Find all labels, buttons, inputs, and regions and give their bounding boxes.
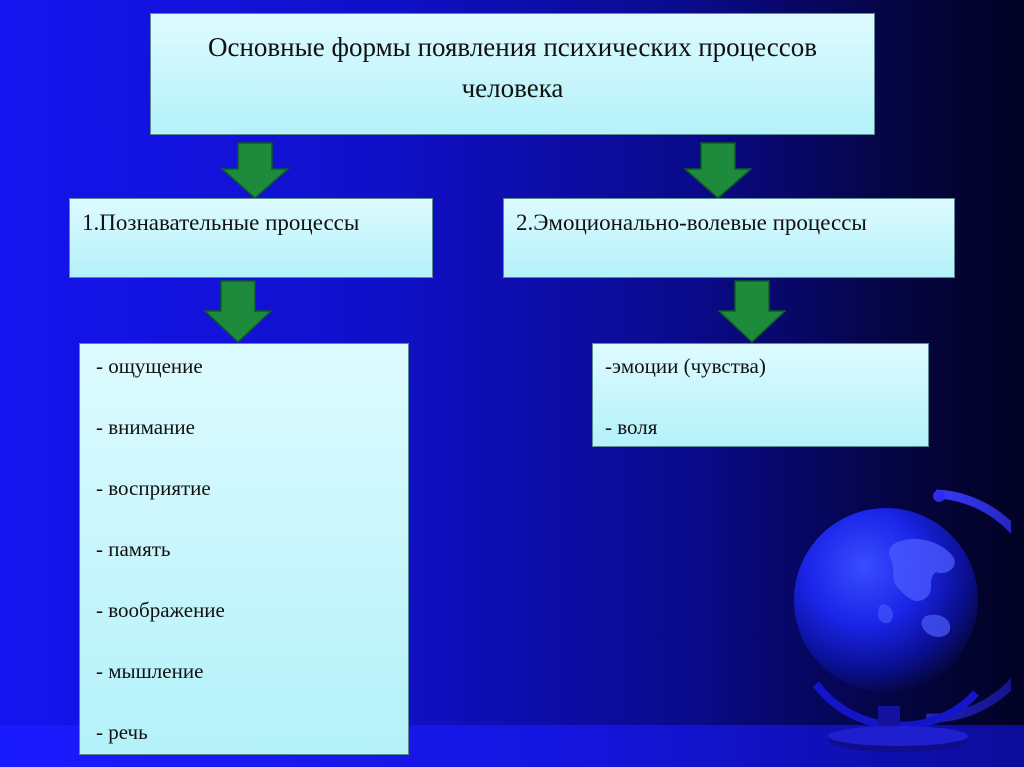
category-cognitive-label: 1.Познавательные процессы <box>82 210 360 235</box>
title-box <box>150 13 875 135</box>
list-item: - ощущение <box>96 354 203 378</box>
list-item: - память <box>96 537 171 561</box>
cognitive-process-list <box>79 343 409 755</box>
down-arrow-icon <box>221 142 289 199</box>
down-arrow-icon <box>718 280 786 343</box>
list-item: - речь <box>96 720 148 744</box>
list-item: - воображение <box>96 598 225 622</box>
down-arrow-icon <box>684 142 752 199</box>
category-emotional-volitional <box>503 198 955 278</box>
category-emotional-label: 2.Эмоционально-волевые процессы <box>516 210 867 235</box>
list-item: - мышление <box>96 659 204 683</box>
emotional-process-list <box>592 343 929 447</box>
list-item: - внимание <box>96 415 195 439</box>
globe-icon <box>786 488 1011 756</box>
list-item: - восприятие <box>96 476 211 500</box>
list-item: - воля <box>605 415 658 439</box>
down-arrow-icon <box>204 280 272 343</box>
list-item: -эмоции (чувства) <box>605 354 766 378</box>
category-cognitive <box>69 198 433 278</box>
slide-title: Основные формы появления психических процессов человека <box>208 32 817 103</box>
